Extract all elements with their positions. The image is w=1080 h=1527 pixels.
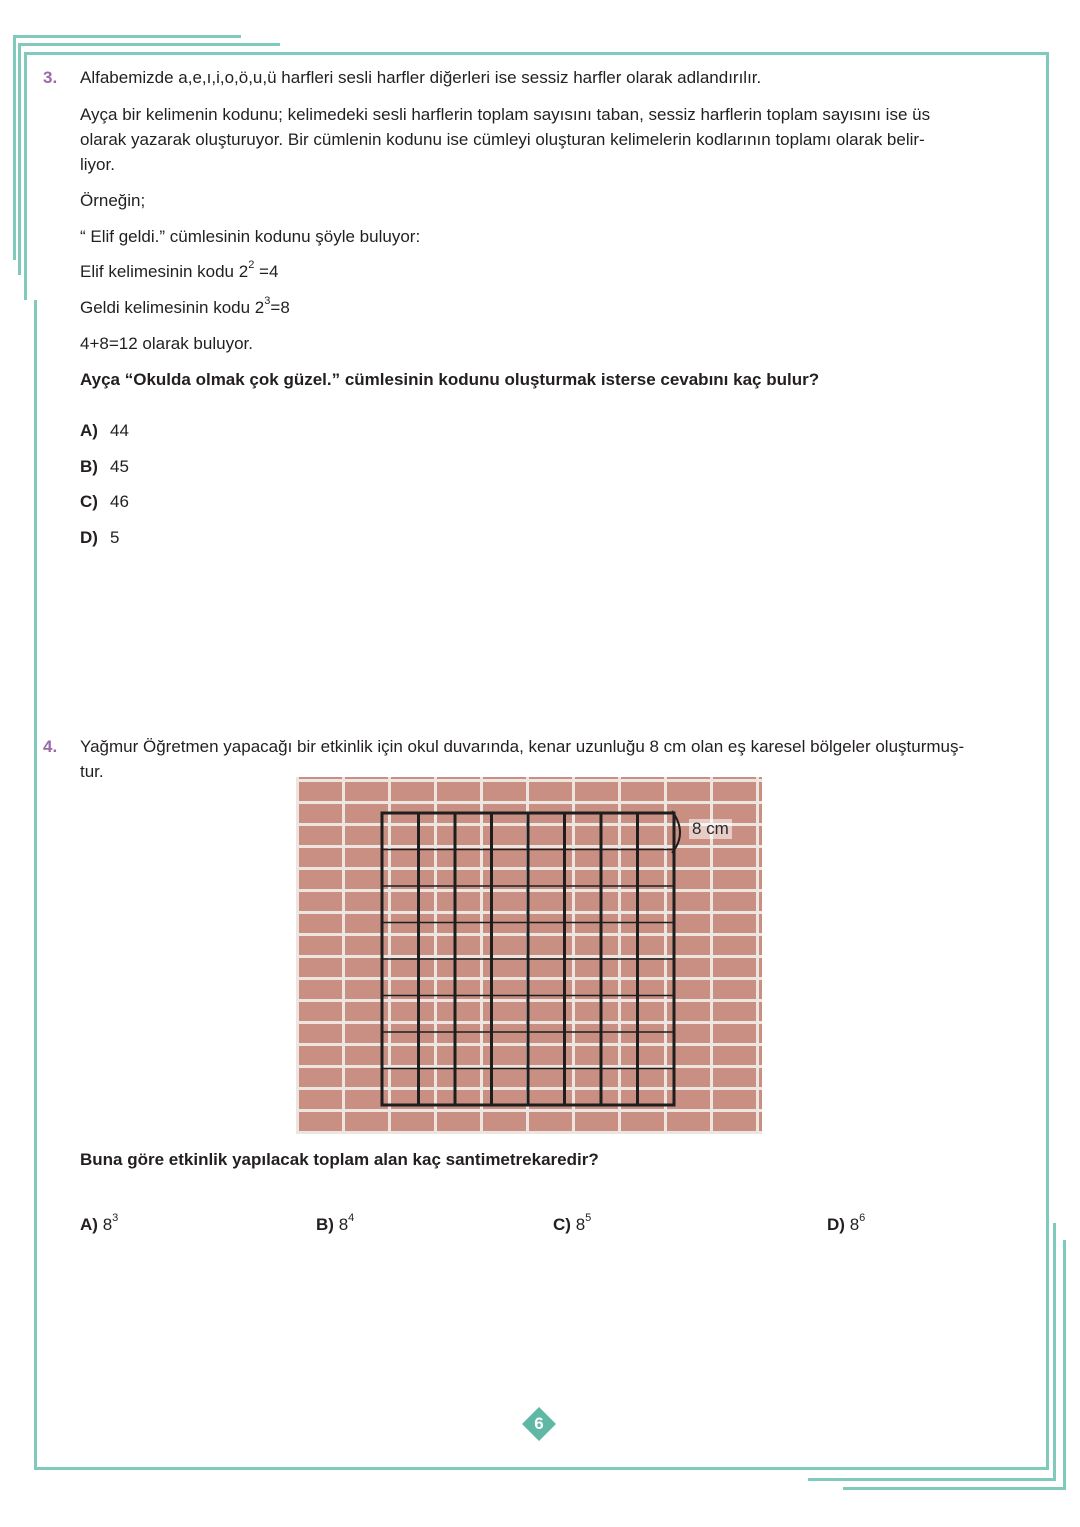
- brick-wall-image: [296, 777, 762, 1134]
- question-4-number: 4.: [43, 737, 58, 756]
- q3-option-a-letter: A): [80, 421, 98, 440]
- q3-rule-line-3: liyor.: [80, 155, 115, 174]
- q4-intro-line-2: tur.: [80, 762, 104, 781]
- question-3-number: 3.: [43, 68, 58, 87]
- q4-question: Buna göre etkinlik yapılacak toplam alan kaç santimetrekaredir?: [80, 1150, 599, 1169]
- q3-example-sentence: “ Elif geldi.” cümlesinin kodunu şöyle buluyor:: [80, 227, 421, 246]
- q3-option-b[interactable]: [80, 457, 129, 477]
- q4-option-a-base: 8: [102, 1215, 113, 1234]
- frame-right-mid: [1053, 1223, 1056, 1481]
- q4-option-b[interactable]: [316, 1212, 355, 1235]
- q3-option-c[interactable]: [80, 492, 129, 512]
- frame-left-mid: [18, 43, 21, 275]
- frame-left-outer: [13, 35, 16, 260]
- q4-option-c-base: 8: [575, 1215, 586, 1234]
- q4-option-c[interactable]: [553, 1212, 592, 1235]
- frame-right-inner: [1046, 52, 1049, 1470]
- q3-sum-line: 4+8=12 olarak buluyor.: [80, 334, 253, 353]
- frame-right-outer: [1063, 1240, 1066, 1490]
- q3-intro: Alfabemizde a,e,ı,i,o,ö,u,ü harfleri sesli harfler diğerleri ise sessiz harfler olarak adlandırılır.: [80, 68, 762, 87]
- q3-elif-code: [80, 259, 279, 282]
- q3-question: Ayça “Okulda olmak çok güzel.” cümlesinin kodunu oluşturmak isterse cevabını kaç bulur?: [80, 370, 820, 389]
- q4-option-b-exponent: 4: [348, 1212, 355, 1225]
- q4-option-c-letter: C): [553, 1215, 571, 1234]
- q3-option-c-letter: C): [80, 492, 98, 511]
- q4-option-d[interactable]: [827, 1212, 866, 1235]
- frame-bottom-mid: [808, 1478, 1056, 1481]
- frame-bottom-inner: [34, 1467, 1049, 1470]
- frame-left-bottom: [34, 300, 37, 1470]
- q3-rule-line-1: Ayça bir kelimenin kodunu; kelimedeki sesli harflerin toplam sayısını taban, sessiz harflerin toplam sayısını ise üs: [80, 105, 931, 124]
- q4-option-b-base: 8: [338, 1215, 349, 1234]
- q4-option-d-letter: D): [827, 1215, 845, 1234]
- q4-intro-line-1: Yağmur Öğretmen yapacağı bir etkinlik için okul duvarında, kenar uzunluğu 8 cm olan eş karesel bölgeler oluşturmuş-: [80, 737, 965, 756]
- q3-elif-exponent: 2: [248, 259, 255, 272]
- q4-option-a[interactable]: [80, 1212, 119, 1235]
- frame-left-inner: [24, 52, 27, 300]
- q3-option-b-value: 45: [110, 457, 129, 476]
- q3-geldi-suffix: =8: [270, 298, 290, 317]
- q4-option-a-exponent: 3: [112, 1212, 119, 1225]
- page-number-badge: [522, 1407, 556, 1441]
- q3-option-c-value: 46: [110, 492, 129, 511]
- q3-rule-line-2: olarak yazarak oluşturuyor. Bir cümlenin kodunu ise cümleyi oluşturan kelimelerin kodlarının toplamı olarak belir-: [80, 130, 925, 149]
- frame-top-outer: [13, 35, 241, 38]
- frame-top-inner: [24, 52, 1049, 55]
- q3-option-d-value: 5: [110, 528, 120, 547]
- q4-option-a-letter: A): [80, 1215, 98, 1234]
- q3-example-intro: Örneğin;: [80, 191, 146, 210]
- q4-option-c-exponent: 5: [585, 1212, 592, 1225]
- frame-bottom-outer: [843, 1487, 1066, 1490]
- q3-option-d[interactable]: [80, 528, 119, 548]
- q3-geldi-prefix: Geldi kelimesinin kodu 2: [80, 298, 265, 317]
- q3-geldi-code: [80, 295, 290, 318]
- q3-option-a-value: 44: [110, 421, 129, 440]
- q3-elif-suffix: =4: [254, 262, 279, 281]
- q3-option-b-letter: B): [80, 457, 98, 476]
- q4-option-d-base: 8: [849, 1215, 860, 1234]
- q3-option-d-letter: D): [80, 528, 98, 547]
- frame-top-mid: [18, 43, 280, 46]
- q4-option-b-letter: B): [316, 1215, 334, 1234]
- q3-option-a[interactable]: [80, 421, 129, 441]
- side-length-label: 8 cm: [689, 819, 732, 839]
- q3-geldi-exponent: 3: [264, 295, 271, 308]
- page-number: 6: [534, 1414, 544, 1433]
- q4-option-d-exponent: 6: [859, 1212, 866, 1225]
- q3-elif-prefix: Elif kelimesinin kodu 2: [80, 262, 249, 281]
